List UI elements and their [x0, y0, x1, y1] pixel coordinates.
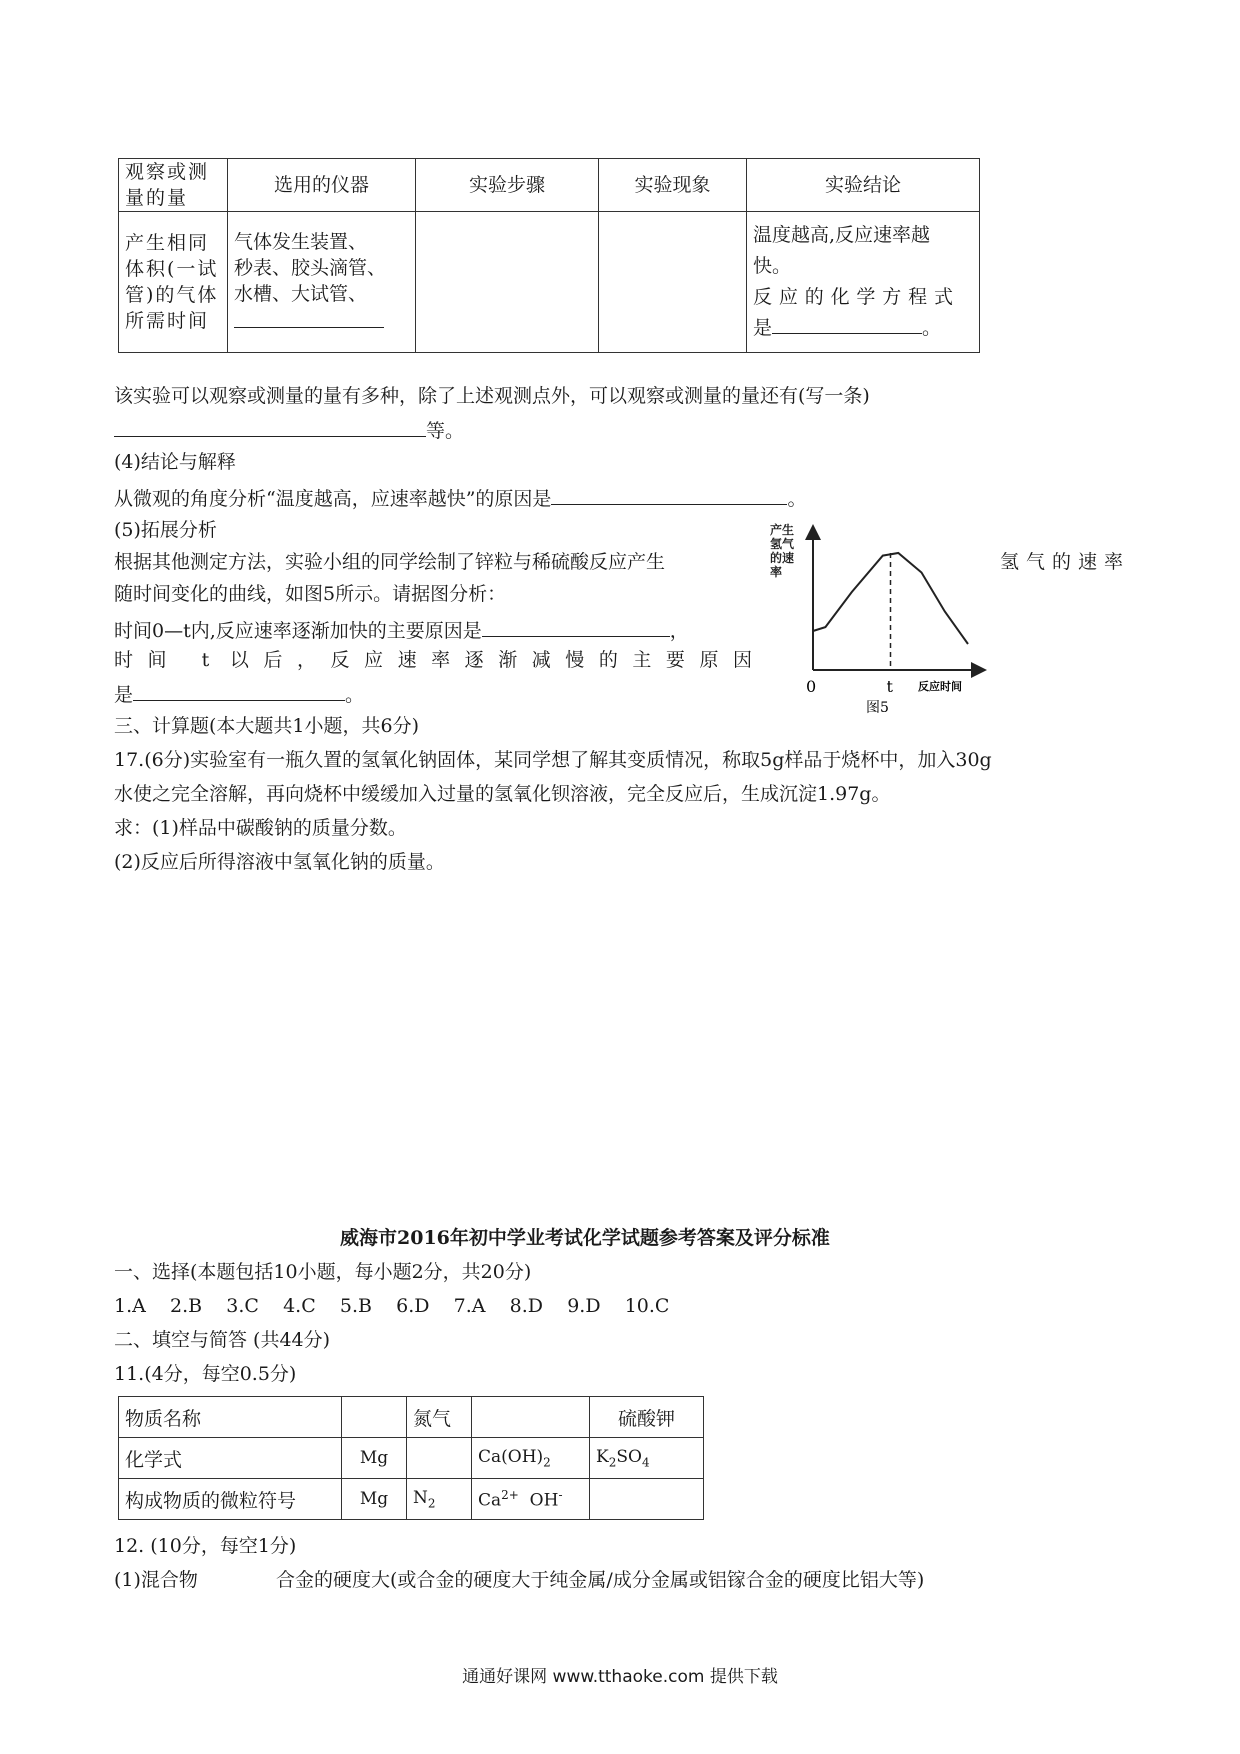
table-cell	[407, 1438, 472, 1479]
answer-title: 威海市2016年初中学业考试化学试题参考答案及评分标准	[340, 1227, 830, 1249]
x-axis-label: 反应时间	[918, 680, 962, 693]
substance-table	[118, 1396, 704, 1520]
table-header-cell: 实验现象	[599, 159, 747, 212]
svg-text:产生氢气的速率: 产生氢气的速率	[770, 523, 795, 579]
q5-line4: 时间 t 以后，反应速率逐渐减慢的主要原因	[114, 649, 752, 671]
instrument-line: 水槽、大试管、	[234, 283, 368, 305]
footer-text: 通通好课网 www.tthaoke.com 提供下载	[462, 1667, 778, 1687]
q5-line1: 根据其他测定方法，实验小组的同学绘制了锌粒与稀硫酸反应产生	[114, 551, 666, 573]
table-cell-quantity: 产生相同体积(一试管)的气体所需时间	[119, 212, 228, 353]
table-header-cell: 观察或测量的量	[119, 159, 228, 212]
table-cell-formula: $K_2SO_4$	[590, 1438, 704, 1479]
q5-line2: 随时间变化的曲线，如图5所示。请据图分析：	[114, 583, 507, 605]
answer-choices: 1.A 2.B 3.C 4.C 5.B 6.D 7.A 8.D 9.D 10.C	[114, 1295, 670, 1317]
table-row	[119, 1479, 704, 1520]
q4-text: 从微观的角度分析“温度越高，应速率越快”的原因是 。	[114, 484, 806, 511]
table-cell	[342, 1397, 407, 1438]
table-cell-steps	[416, 212, 599, 353]
q3-text-line1: 该实验可以观察或测量的量有多种，除了上述观测点外，可以观察或测量的量还有(写一条)	[114, 385, 870, 407]
answer-q12-1a: (1)混合物	[114, 1569, 198, 1591]
table-cell-instruments	[228, 212, 416, 353]
table-cell-formula: $Ca(OH)_2$	[472, 1438, 590, 1479]
q5-line3: 时间0—t内,反应速率逐渐加快的主要原因是 ，	[114, 616, 689, 643]
section3-title: 三、计算题(本大题共1小题，共6分)	[114, 715, 420, 737]
conclusion-line: 反应的化学方程式	[753, 286, 953, 308]
q4-title: (4)结论与解释	[114, 451, 236, 473]
table-cell	[472, 1397, 590, 1438]
table-header-cell: 实验结论	[747, 159, 980, 212]
table-row	[119, 212, 980, 353]
figure-caption: 图5	[866, 700, 889, 716]
table-header-cell: 选用的仪器	[228, 159, 416, 212]
q5-line5: 是 。	[114, 680, 364, 707]
table-cell: Mg	[342, 1479, 407, 1520]
t-tick-label: t	[886, 677, 893, 696]
experiment-table	[118, 158, 980, 353]
q17-line2: 水使之完全溶解，再向烧杯中缓缓加入过量的氢氧化钡溶液，完全反应后，生成沉淀1.97g。	[114, 783, 891, 805]
conclusion-line: 温度越高,反应速率越	[753, 224, 931, 246]
origin-label: 0	[806, 677, 817, 696]
table-header-cell: 实验步骤	[416, 159, 599, 212]
table-cell-formula: $N_2$	[407, 1479, 472, 1520]
table-header-row	[119, 159, 980, 212]
table-row	[119, 1397, 704, 1438]
table-cell: 物质名称	[119, 1397, 342, 1438]
instrument-line: 秒表、胶头滴管、	[234, 257, 387, 279]
answer-q12: 12. (10分，每空1分)	[114, 1535, 297, 1557]
q17-line4: (2)反应后所得溶液中氢氧化钠的质量。	[114, 851, 445, 873]
table-cell: 氮气	[407, 1397, 472, 1438]
answer-section1: 一、选择(本题包括10小题，每小题2分，共20分)	[114, 1261, 532, 1283]
q5-line1-right: 氢气的速率	[1000, 551, 1131, 573]
instrument-blank	[234, 307, 409, 335]
answer-q11: 11.(4分，每空0.5分)	[114, 1363, 297, 1385]
q5-title: (5)拓展分析	[114, 519, 217, 541]
table-cell	[590, 1479, 704, 1520]
q17-line3: 求：(1)样品中碳酸钠的质量分数。	[114, 817, 407, 839]
conclusion-line: 快。	[753, 255, 792, 277]
q17-line1: 17.(6分)实验室有一瓶久置的氢氧化钠固体，某同学想了解其变质情况，称取5g样品于烧杯中，加入30g	[114, 749, 992, 771]
table-cell: 化学式	[119, 1438, 342, 1479]
table-row	[119, 1438, 704, 1479]
table-cell: Mg	[342, 1438, 407, 1479]
table-cell: 构成物质的微粒符号	[119, 1479, 342, 1520]
answer-q12-1b: 合金的硬度大(或合金的硬度大于纯金属/成分金属或铝镓合金的硬度比铝大等)	[276, 1569, 925, 1591]
answer-section2: 二、填空与简答 (共44分)	[114, 1329, 331, 1351]
reaction-rate-chart	[768, 520, 988, 716]
y-axis-label	[770, 522, 795, 579]
conclusion-line: 是 。	[753, 313, 973, 344]
table-cell-formula: $Ca^{2+}$ OH-	[472, 1479, 590, 1520]
table-cell: 硫酸钾	[590, 1397, 704, 1438]
table-cell-conclusion	[747, 212, 980, 353]
q3-text-line2: 等。	[114, 416, 464, 443]
table-cell-phenomena	[599, 212, 747, 353]
instrument-line: 气体发生装置、	[234, 231, 368, 253]
